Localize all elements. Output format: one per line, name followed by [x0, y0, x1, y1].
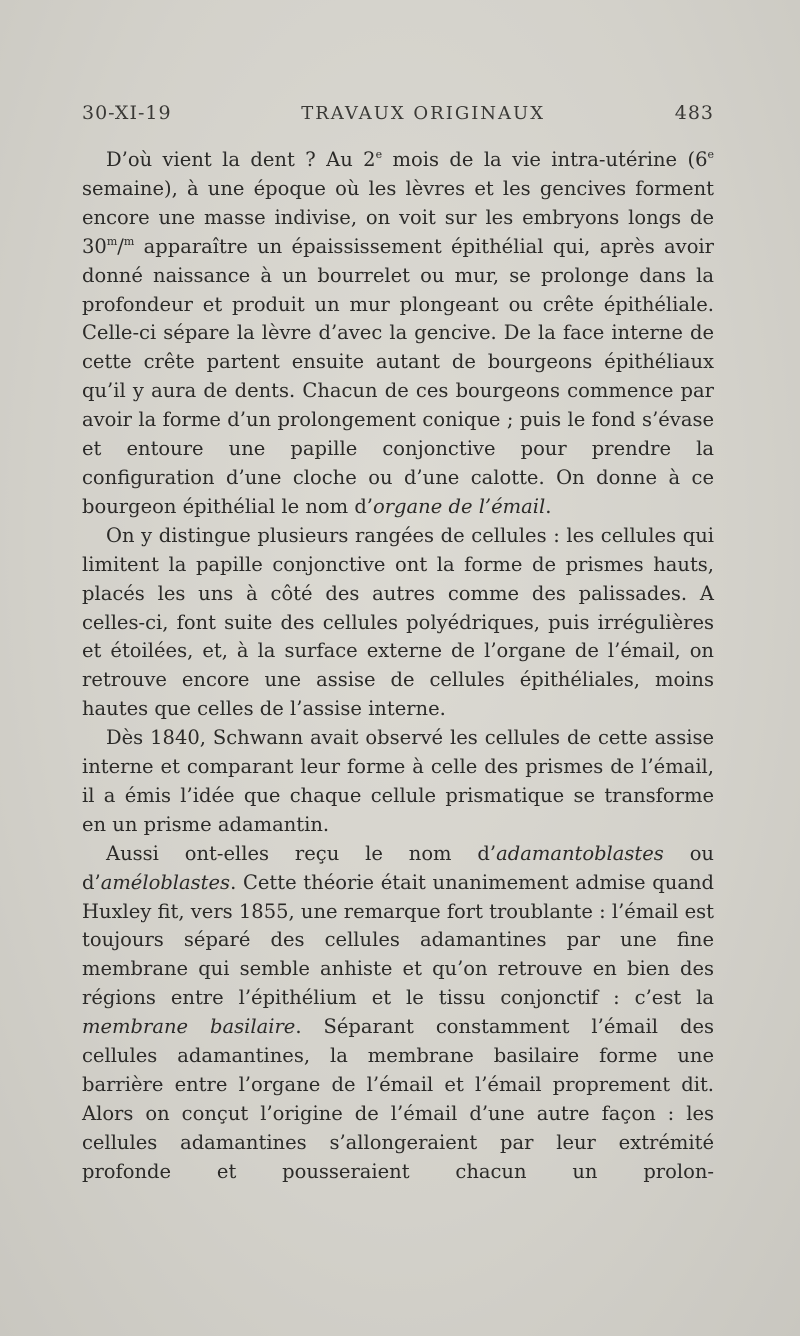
page-number: 483 — [674, 102, 714, 124]
paragraph-4: Aussi ont-elles reçu le nom d’adamantoblastes ou d’améloblastes. Cette théorie était unanimement admise quand Huxley fit, vers 1855, une remarque fort troublante : l’émail est toujours séparé des cellules adamantines par une fine membrane qui semble anhiste et qu’on retrouve en bien des régions entre l’épithélium et le tissu conjonctif : c’est la membrane basilaire. Séparant constamment l’émail des cellules adamantines, la membrane basilaire forme une barrière entre l’organe de l’émail et l’émail proprement dit. Alors on conçut l’origine de l’émail d’une autre façon : les cellules adamantines s’allongeraient par leur extrémité profonde et pousseraient chacun un prolon- — [82, 841, 714, 1183]
page-body — [82, 146, 714, 1187]
header-date: 30-XI-19 — [82, 102, 172, 124]
paragraph-2: On y distingue plusieurs rangées de cellules : les cellules qui limitent la papille conjonctive ont la forme de prismes hauts, placés les uns à côté des autres comme des palissades. A celles-ci, font suite des cellules polyédriques, puis irrégulières et étoilées, et, à la surface externe de l’organe de l’émail, on retrouve encore une assise de cellules épithéliales, moins hautes que celles de l’assise interne. — [82, 523, 714, 721]
book-page — [82, 102, 714, 1187]
paragraph-1: D’où vient la dent ? Au 2e mois de la vie intra-utérine (6e semaine), à une époque où les lèvres et les gencives forment encore une masse indivise, on voit sur les embryons longs de 30$^m$/$^m$ apparaître un épaississement épithélial qui, après avoir donné naissance à un bourrelet ou mur, se prolonge dans la profondeur et produit un mur plongeant ou crête épithéliale. Celle-ci sépare la lèvre d’avec la gencive. De la face interne de cette crête partent ensuite autant de bourgeons épithéliaux qu’il y aura de dents. Chacun de ces bourgeons commence par avoir la forme d’un prolongement conique ; puis le fond s’évase et entoure une papille conjonctive pour prendre la configuration d’une cloche ou d’une calotte. On donne à ce bourgeon épithélial le nom d’organe de l’émail. — [82, 148, 715, 518]
header-title: TRAVAUX ORIGINAUX — [301, 103, 546, 124]
paragraph-3: Dès 1840, Schwann avait observé les cellules de cette assise interne et comparant leur forme à celle des prismes de l’émail, il a émis l’idée que chaque cellule prismatique se transforme en un prisme adamantin. — [82, 726, 714, 836]
running-header — [82, 102, 714, 138]
